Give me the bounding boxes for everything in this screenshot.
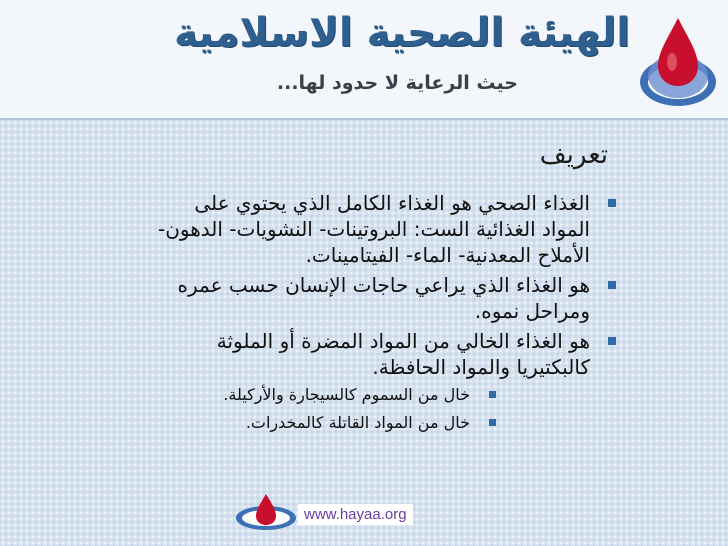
sub-list-item	[148, 384, 498, 406]
blood-drop-footer-icon	[234, 492, 298, 532]
sub-list-container	[148, 384, 618, 434]
sub-list-item	[148, 412, 498, 434]
square-bullet-icon	[608, 337, 616, 345]
organization-tagline: حيث الرعاية لا حدود لها...	[276, 72, 518, 94]
list-item-text: هو الغذاء الذي يراعي حاجات الإنسان حسب عمره ومراحل نموه.	[177, 273, 590, 323]
square-bullet-icon	[489, 391, 496, 398]
list-item-text: هو الغذاء الخالي من المواد المضرة أو الملوثة كالبكتيريا والمواد الحافظة.	[216, 329, 590, 379]
website-link[interactable]: www.hayaa.org	[298, 504, 413, 525]
square-bullet-icon	[608, 199, 616, 207]
list-item-text: الغذاء الصحي هو الغذاء الكامل الذي يحتوي على المواد الغذائية الست: البروتينات- النشويات- الدهون-الأملاح المعدنية- الماء- الفيتامينات.	[158, 191, 590, 267]
definition-list	[148, 190, 618, 440]
sub-list-item-text: خال من السموم كالسيجارة والأركيلة.	[223, 385, 470, 404]
list-item	[148, 190, 618, 268]
sub-list	[148, 384, 498, 434]
sub-list-item-text: خال من المواد القاتلة كالمخدرات.	[245, 413, 470, 432]
square-bullet-icon	[489, 419, 496, 426]
blood-drop-logo-icon	[636, 12, 720, 110]
list-item	[148, 272, 618, 324]
header-banner	[0, 0, 728, 120]
organization-title: الهيئة الصحية الاسلامية	[173, 10, 630, 56]
square-bullet-icon	[608, 281, 616, 289]
list-item	[148, 328, 618, 380]
section-heading: تعريف	[539, 140, 608, 170]
